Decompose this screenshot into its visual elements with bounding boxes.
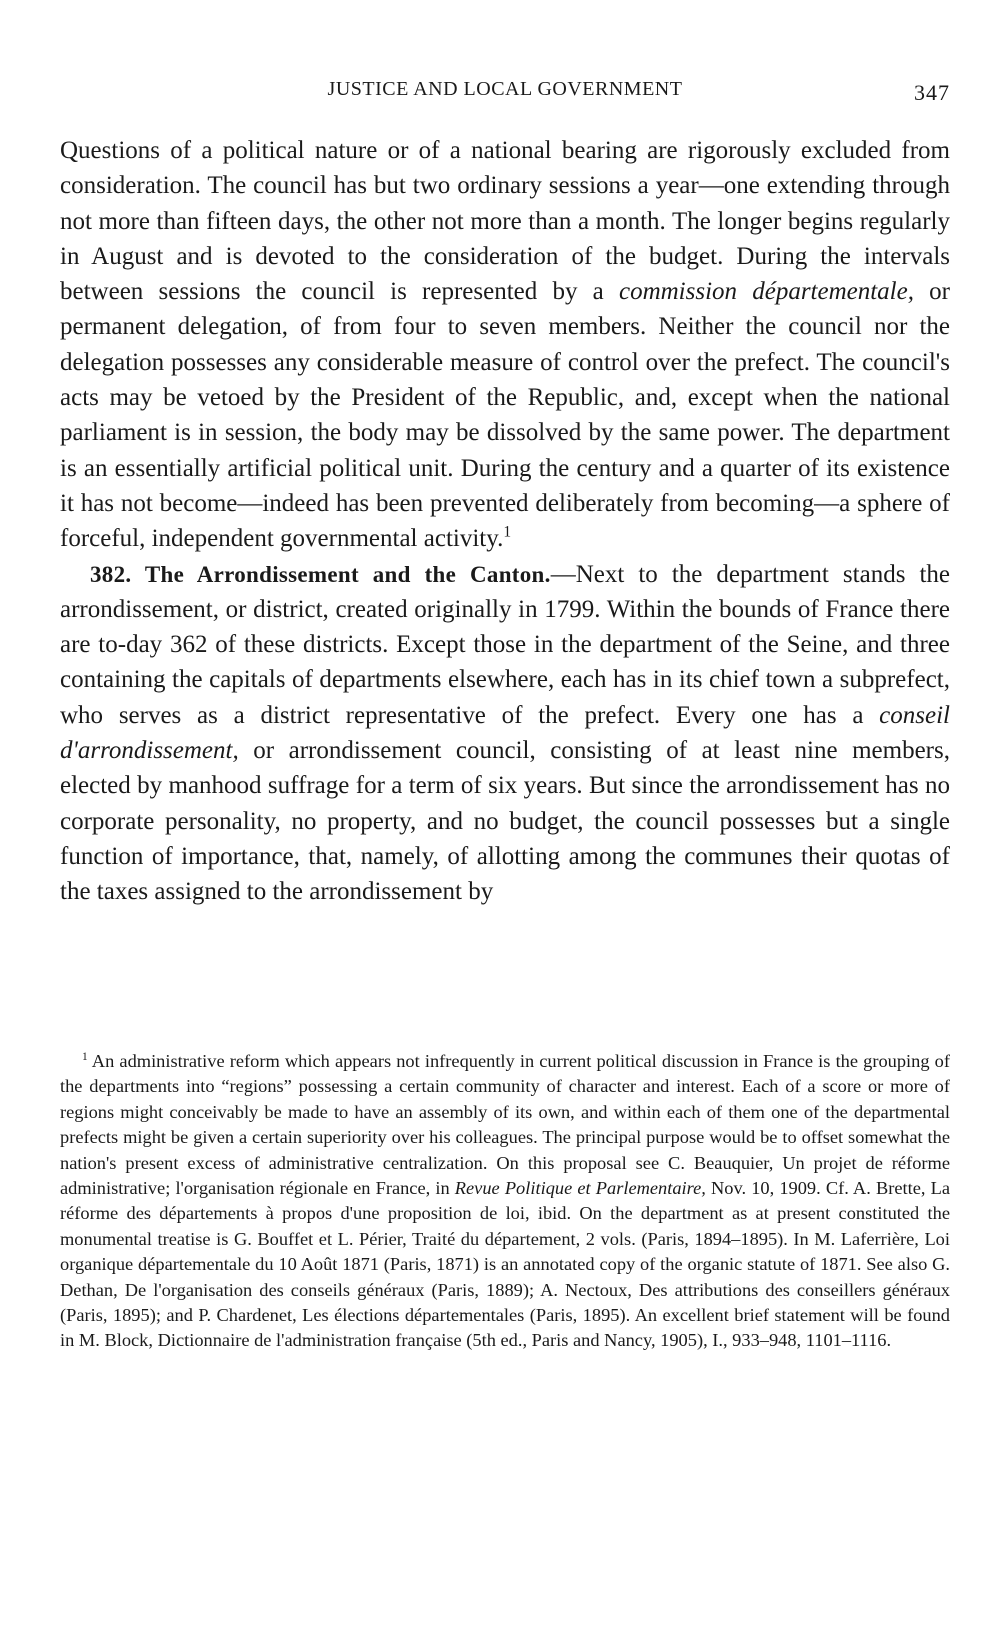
section-heading: 382. The Arrondissement and the Canton. — [90, 561, 551, 587]
paragraph-text: Questions of a political nature or of a national bearing are rigorously excluded from consideration. The council has but two ordinary sessions a year—one extending through not more than fifteen days, the other not more than a month. The longer begins regularly in August and is devoted to the consideration of the budget. During the intervals between sessions the council is represented by a — [60, 137, 950, 306]
footnote-text: Nov. 10, 1909. Cf. A. Brette, La réforme des départements à propos d'une proposition de loi, ibid. On the department as at present constituted the monumental treatise is G. Bouffet et L. Périer, Traité du département, 2 vols. (Paris, 1894–1895). In M. Laferrière, Loi organique départementale du 10 Août 1871 (Paris, 1871) is an annotated copy of the organic statute of 1871. See also G. Dethan, De l'organisation des conseils généraux (Paris, 1889); A. Nectoux, Des attributions des conseillers généraux (Paris, 1895); and P. Chardenet, Les élections départementales (Paris, 1895). An excellent brief statement will be found in M. Block, Dictionnaire de l'administration française (5th ed., Paris and Nancy, 1905), I., 933–948, 1101–1116. — [60, 1178, 950, 1351]
paragraph-text: or permanent delegation, of from four to seven members. Neither the council nor the delegation possesses any considerable measure of control over the prefect. The council's acts may be vetoed by the President of the Republic, and, except when the national parliament is in session, the body may be dissolved by the same power. The department is an essentially artificial political unit. During the century and a quarter of its existence it has not become—indeed has been prevented deliberately from becoming—a sphere of forceful, independent governmental activity. — [60, 278, 951, 553]
paragraph-text: or arrondissement council, consisting of at least nine members, elected by manhood suffrage for a term of six years. But since the arrondissement has no corporate personality, no property, and no budget, the council possesses but a single function of importance, that, namely, of allotting among the communes their quotas of the taxes assigned to the arrondissement by — [60, 737, 950, 906]
italic-journal-title: Revue Politique et Parlementaire, — [454, 1178, 706, 1199]
italic-term: commission départementale, — [618, 278, 914, 306]
paragraph-department-council — [60, 133, 950, 557]
footnote-text: An administrative reform which appears not infrequently in current political discussion in France is the grouping of the departments into “regions” possessing a certain community of character and interest. Each of a score or more of regions might conceivably be made to have an assembly of its own, and within each of them one of the departmental prefects might be given a certain superiority over his colleagues. The principal purpose would be to offset somewhat the nation's present excess of administrative centralization. On this proposal see C. Beauquier, Un projet de réforme administrative; l'organisation régionale en France, in — [60, 1051, 950, 1199]
page-number: 347 — [914, 80, 950, 105]
section-382-paragraph — [60, 557, 950, 910]
footnotes — [60, 1049, 950, 1354]
running-title: JUSTICE AND LOCAL GOVERNMENT — [327, 78, 683, 100]
footnote-marker: 1 — [82, 1050, 88, 1063]
footnote-reference[interactable]: 1 — [503, 523, 512, 541]
running-head — [60, 78, 950, 108]
body-text — [60, 133, 950, 910]
paragraph-text: —Next to the department stands the arrondissement, or district, created originally in 1799. Within the bounds of France there are to-day 362 of these districts. Except those in the department of the Seine, and three containing the capitals of departments elsewhere, each has in its chief town a subprefect, who serves as a district representative of the prefect. Every one has a — [60, 560, 951, 729]
italic-term: conseil d'arrondissement, — [60, 701, 950, 765]
footnote-1 — [60, 1049, 950, 1354]
